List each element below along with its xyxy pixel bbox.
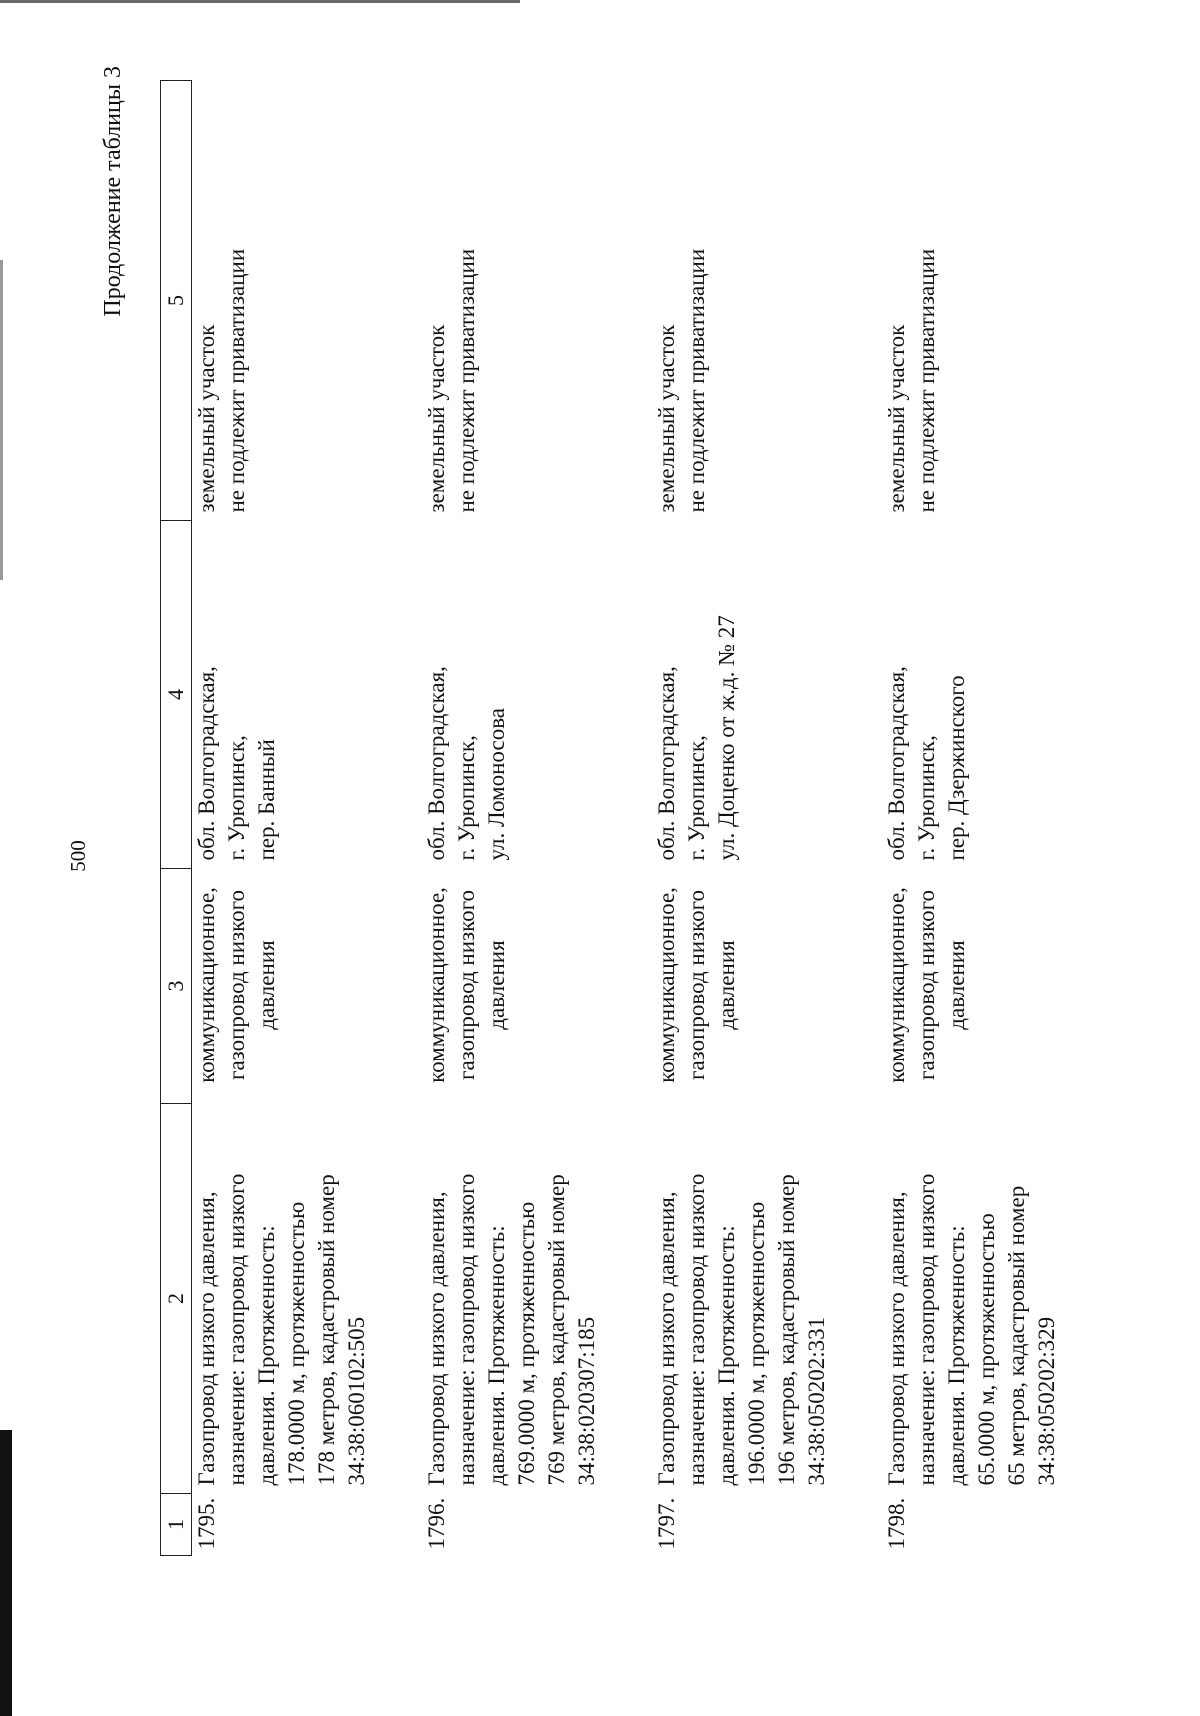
object-purpose bbox=[652, 869, 882, 1104]
object-purpose-line: газопровод низкого bbox=[224, 890, 249, 1080]
object-description bbox=[652, 1104, 882, 1494]
land-note-line: не подлежит приватизации bbox=[224, 248, 249, 513]
object-purpose-line: давления bbox=[714, 940, 739, 1030]
object-description bbox=[422, 1104, 652, 1494]
object-description-line: 178 метров, кадастровый номер bbox=[314, 1174, 339, 1486]
object-description-line: 196.0000 м, протяженностью bbox=[744, 1201, 769, 1486]
header-col-1: 1 bbox=[161, 1494, 192, 1556]
object-description-line: давления. Протяженность: bbox=[714, 1225, 739, 1486]
table-row bbox=[192, 81, 423, 1556]
table-row bbox=[422, 81, 652, 1556]
object-description-line: назначение: газопровод низкого bbox=[224, 1173, 249, 1486]
land-note-line: земельный участок bbox=[654, 324, 679, 513]
object-description-line: назначение: газопровод низкого bbox=[454, 1173, 479, 1486]
row-number: 1797. bbox=[654, 1497, 679, 1550]
object-address bbox=[192, 521, 423, 869]
object-purpose-line: коммуникационное, bbox=[424, 887, 449, 1083]
page-number: 500 bbox=[66, 840, 90, 872]
object-purpose-line: коммуникационное, bbox=[194, 887, 219, 1083]
object-address-line: г. Урюпинск, bbox=[224, 735, 249, 861]
object-address-line: г. Урюпинск, bbox=[454, 735, 479, 861]
object-address bbox=[882, 521, 1112, 869]
object-description-line: давления. Протяженность: bbox=[254, 1225, 279, 1486]
object-description-line: Газопровод низкого давления, bbox=[884, 1191, 909, 1486]
object-description-line: Газопровод низкого давления, bbox=[424, 1191, 449, 1486]
land-note-line: земельный участок bbox=[194, 324, 219, 513]
object-address-line: пер. Дзержинского bbox=[944, 675, 969, 861]
object-description-line: 178.0000 м, протяженностью bbox=[284, 1201, 309, 1486]
header-col-4: 4 bbox=[161, 521, 192, 869]
row-number: 1798. bbox=[884, 1497, 909, 1550]
land-note bbox=[422, 81, 652, 521]
table-row bbox=[882, 81, 1112, 1556]
header-col-3: 3 bbox=[161, 869, 192, 1104]
land-note-line: земельный участок bbox=[424, 324, 449, 513]
object-purpose-line: давления bbox=[484, 940, 509, 1030]
object-description-line: 65.0000 м, протяженностью bbox=[974, 1213, 999, 1486]
table-continuation-label: Продолжение таблицы 3 bbox=[100, 66, 126, 317]
header-col-5: 5 bbox=[161, 81, 192, 521]
object-description-line: Газопровод низкого давления, bbox=[194, 1191, 219, 1486]
object-purpose-line: коммуникационное, bbox=[884, 887, 909, 1083]
object-description-line: 769.0000 м, протяженностью bbox=[514, 1201, 539, 1486]
object-purpose-line: коммуникационное, bbox=[654, 887, 679, 1083]
object-address-line: обл. Волгоградская, bbox=[884, 666, 909, 861]
object-description-line: 34:38:050202:329 bbox=[1034, 1316, 1059, 1486]
table-body bbox=[192, 81, 1113, 1556]
object-description-line: 34:38:060102:505 bbox=[344, 1316, 369, 1486]
land-note-line: не подлежит приватизации bbox=[684, 248, 709, 513]
object-address-line: ул. Доценко от ж.д. № 27 bbox=[714, 615, 739, 861]
object-description-line: 34:38:020307:185 bbox=[574, 1316, 599, 1486]
object-purpose bbox=[882, 869, 1112, 1104]
object-purpose-line: газопровод низкого bbox=[684, 890, 709, 1080]
object-description-line: давления. Протяженность: bbox=[484, 1225, 509, 1486]
header-col-2: 2 bbox=[161, 1104, 192, 1494]
land-note bbox=[882, 81, 1112, 521]
row-number: 1795. bbox=[194, 1497, 219, 1550]
object-address-line: пер. Банный bbox=[254, 739, 279, 861]
property-table bbox=[160, 80, 1112, 1556]
object-purpose-line: газопровод низкого bbox=[914, 890, 939, 1080]
object-description-line: давления. Протяженность: bbox=[944, 1225, 969, 1486]
object-description-line: 769 метров, кадастровый номер bbox=[544, 1174, 569, 1486]
object-description bbox=[882, 1104, 1112, 1494]
object-description-line: Газопровод низкого давления, bbox=[654, 1191, 679, 1486]
land-note bbox=[652, 81, 882, 521]
land-note-line: не подлежит приватизации bbox=[914, 248, 939, 513]
object-purpose bbox=[192, 869, 423, 1104]
object-purpose-line: газопровод низкого bbox=[454, 890, 479, 1080]
object-description-line: 65 метров, кадастровый номер bbox=[1004, 1185, 1029, 1486]
object-address bbox=[652, 521, 882, 869]
object-purpose bbox=[422, 869, 652, 1104]
table-header-row bbox=[161, 81, 192, 1556]
object-address-line: г. Урюпинск, bbox=[914, 735, 939, 861]
object-description-line: 196 метров, кадастровый номер bbox=[774, 1174, 799, 1486]
land-note-line: не подлежит приватизации bbox=[454, 248, 479, 513]
object-address-line: г. Урюпинск, bbox=[684, 735, 709, 861]
object-address-line: обл. Волгоградская, bbox=[424, 666, 449, 861]
object-description-line: назначение: газопровод низкого bbox=[684, 1173, 709, 1486]
table-row bbox=[652, 81, 882, 1556]
object-purpose-line: давления bbox=[944, 940, 969, 1030]
object-description bbox=[192, 1104, 423, 1494]
land-note bbox=[192, 81, 423, 521]
object-address-line: обл. Волгоградская, bbox=[194, 666, 219, 861]
object-address bbox=[422, 521, 652, 869]
land-note-line: земельный участок bbox=[884, 324, 909, 513]
object-purpose-line: давления bbox=[254, 940, 279, 1030]
object-address-line: обл. Волгоградская, bbox=[654, 666, 679, 861]
object-description-line: назначение: газопровод низкого bbox=[914, 1173, 939, 1486]
object-description-line: 34:38:050202:331 bbox=[804, 1316, 829, 1486]
row-number: 1796. bbox=[424, 1497, 449, 1550]
object-address-line: ул. Ломоносова bbox=[484, 708, 509, 861]
